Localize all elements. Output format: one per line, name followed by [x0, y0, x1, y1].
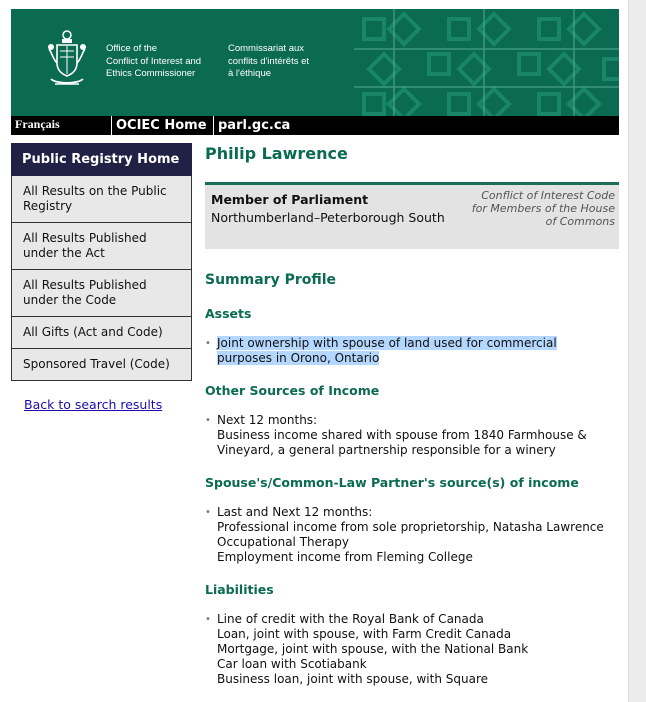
sidebar: [11, 143, 192, 412]
coat-of-arms-icon: [45, 29, 89, 91]
header-banner: [11, 9, 619, 116]
top-navigation: [11, 116, 619, 135]
language-toggle-link[interactable]: Français: [11, 116, 112, 135]
assets-heading: Assets: [205, 306, 252, 321]
decorative-pattern: [354, 9, 619, 116]
sidebar-item-sponsored-travel[interactable]: Sponsored Travel (Code): [12, 348, 191, 380]
member-riding: Northumberland–Peterborough South: [211, 210, 445, 225]
back-to-search-results-link[interactable]: Back to search results: [24, 397, 163, 412]
main-content: [205, 143, 619, 687]
sidebar-title-public-registry-home[interactable]: Public Registry Home: [11, 143, 192, 176]
org-name-english: Office of the Conflict of Interest and Ethics Commissioner: [106, 43, 202, 79]
summary-profile-heading: Summary Profile: [205, 272, 337, 288]
bullet-icon: •: [205, 507, 211, 518]
bullet-icon: •: [205, 338, 211, 349]
entry-line: Next 12 months:: [217, 413, 318, 427]
entry-line: Last and Next 12 months:: [217, 505, 373, 519]
entry-line: Joint ownership with spouse of land used for commercial: [217, 336, 557, 350]
bullet-icon: •: [205, 614, 211, 625]
liabilities-heading: Liabilities: [205, 582, 274, 597]
sidebar-item-results-under-act[interactable]: All Results Published under the Act: [12, 222, 191, 269]
applicable-code: Conflict of Interest Code for Members of the House of Commons: [471, 189, 615, 228]
sidebar-item-all-results-public-registry[interactable]: All Results on the Public Registry: [12, 176, 191, 222]
sidebar-menu: [11, 176, 192, 381]
entry-line: Business loan, joint with spouse, with Square: [217, 672, 489, 686]
entry-line: Loan, joint with spouse, with Farm Credit Canada: [217, 627, 512, 641]
entry-line: Employment income from Fleming College: [217, 550, 473, 564]
liabilities-entry: [205, 612, 619, 687]
spouse-income-heading: Spouse's/Common-Law Partner's source(s) of income: [205, 475, 579, 490]
sidebar-item-all-gifts[interactable]: All Gifts (Act and Code): [12, 316, 191, 348]
entry-line: Line of credit with the Royal Bank of Canada: [217, 612, 484, 626]
entry-line: purposes in Orono, Ontario: [217, 351, 380, 365]
bullet-icon: •: [205, 415, 211, 426]
ociec-home-link[interactable]: OCIEC Home: [112, 116, 214, 135]
entry-line: Vineyard, a general partnership responsible for a winery: [217, 443, 556, 457]
other-income-heading: Other Sources of Income: [205, 383, 380, 398]
entry-line: Business income shared with spouse from 1840 Farmhouse &: [217, 428, 587, 442]
member-name: Philip Lawrence: [205, 144, 348, 163]
member-info-box: [205, 182, 619, 249]
org-name-french: Commissariat aux conflits d'intérêts et à l'éthique: [228, 43, 310, 79]
entry-line: Mortgage, joint with spouse, with the National Bank: [217, 642, 529, 656]
parl-link[interactable]: parl.gc.ca: [218, 118, 291, 133]
other-income-entry: [205, 413, 619, 458]
page-scrollbar[interactable]: [628, 0, 646, 702]
entry-line: Car loan with Scotiabank: [217, 657, 367, 671]
member-role: Member of Parliament: [211, 192, 369, 207]
entry-line: Occupational Therapy: [217, 535, 350, 549]
entry-line: Professional income from sole proprietorship, Natasha Lawrence: [217, 520, 604, 534]
sidebar-item-results-under-code[interactable]: All Results Published under the Code: [12, 269, 191, 316]
assets-entry: [205, 336, 619, 366]
page: [11, 9, 619, 686]
spouse-income-entry: [205, 505, 619, 565]
